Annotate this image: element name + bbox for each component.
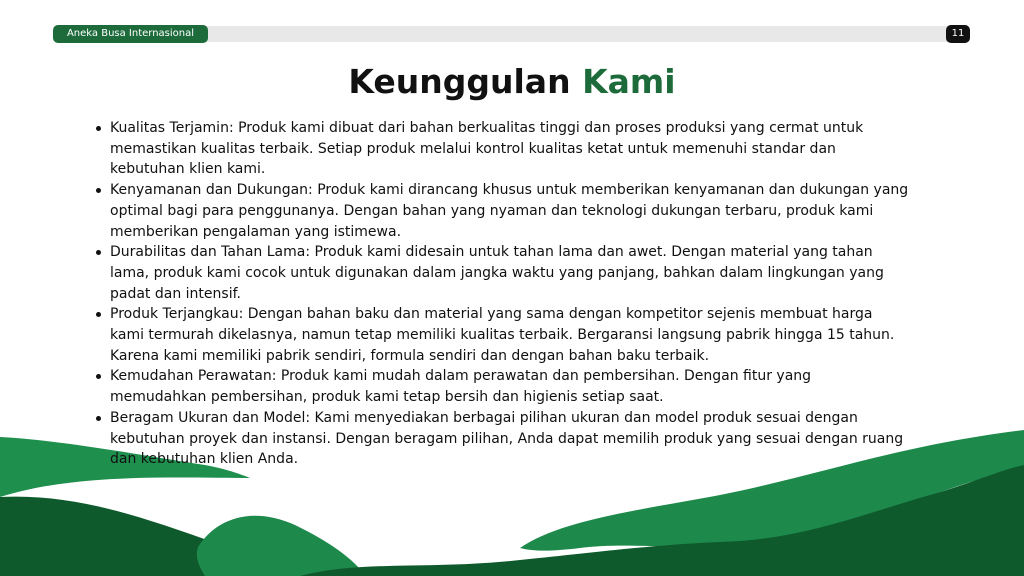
advantages-list: [94, 118, 910, 470]
page-title: [0, 62, 1024, 101]
page-number-badge: 11: [946, 25, 970, 43]
list-item: Durabilitas dan Tahan Lama: Produk kami didesain untuk tahan lama dan awet. Dengan material yang tahan lama, produk kami cocok untuk digunakan dalam jangka waktu yang panjang, bahkan dalam lingkungan yang padat dan intensif.: [94, 242, 910, 304]
list-item: Kemudahan Perawatan: Produk kami mudah dalam perawatan dan pembersihan. Dengan fitur yang memudahkan pembersihan, produk kami tetap bersih dan higienis setiap saat.: [94, 366, 910, 407]
title-main: Keunggulan: [348, 62, 571, 101]
brand-label: Aneka Busa Internasional: [53, 25, 208, 43]
wave-center-blob: [197, 516, 365, 576]
list-item: Kenyamanan dan Dukungan: Produk kami dirancang khusus untuk memberikan kenyamanan dan dukungan yang optimal bagi para penggunanya. Dengan bahan yang nyaman dan teknologi dukungan terbaru, produk kami memberikan pengalaman yang istimewa.: [94, 180, 910, 242]
title-accent: Kami: [582, 62, 676, 101]
list-item: Beragam Ukuran dan Model: Kami menyediakan berbagai pilihan ukuran dan model produk sesuai dengan kebutuhan proyek dan instansi. Dengan beragam pilihan, Anda dapat memilih produk yang sesuai dengan ruang dan kebutuhan klien Anda.: [94, 408, 910, 470]
list-item: Kualitas Terjamin: Produk kami dibuat dari bahan berkualitas tinggi dan proses produksi yang cermat untuk memastikan kualitas terbaik. Setiap produk melalui kontrol kualitas ketat untuk memenuhi standar dan kebutuhan klien kami.: [94, 118, 910, 180]
list-item: Produk Terjangkau: Dengan bahan baku dan material yang sama dengan kompetitor sejenis membuat harga kami termurah dikelasnya, namun tetap memiliki kualitas terbaik. Bergaransi langsung pabrik hingga 15 tahun. Karena kami memiliki pabrik sendiri, formula sendiri dan dengan bahan baku terbaik.: [94, 304, 910, 366]
